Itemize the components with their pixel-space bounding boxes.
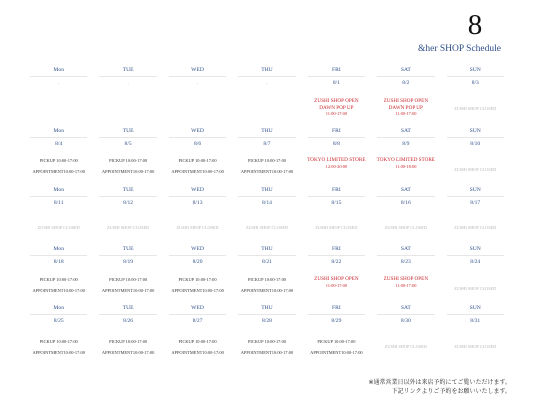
pickup-appointment-hours	[24, 276, 93, 294]
divider	[30, 137, 87, 138]
day-name: Mon	[53, 305, 64, 311]
divider	[169, 196, 226, 197]
divider	[447, 196, 504, 197]
shop-closed-label: ZUSHI SHOP CLOSED	[454, 167, 497, 172]
separator-dot: ·	[196, 282, 199, 287]
event-subtitle: DAWN POP UP	[388, 104, 423, 111]
day-date: 8/31	[470, 318, 481, 324]
day-header-cell	[441, 186, 510, 212]
pickup-hours: PICKUP 10:00-17:00	[39, 277, 78, 282]
day-name: TUE	[122, 187, 134, 193]
divider	[308, 76, 365, 77]
divider	[99, 196, 156, 197]
day-header-cell	[371, 66, 440, 92]
day-name: FRI	[332, 67, 341, 73]
pickup-appointment-hours	[93, 157, 162, 175]
pickup-hours: PICKUP 10:00-17:00	[109, 277, 148, 282]
day-name: THU	[261, 67, 273, 73]
day-name: FRI	[332, 128, 341, 134]
day-date: 8/27	[192, 318, 203, 324]
day-date: 8/3	[471, 80, 479, 86]
pickup-appointment-hours	[24, 338, 93, 356]
separator-dot: ·	[196, 163, 199, 168]
day-date: 8/4	[55, 141, 63, 147]
day-date: 8/8	[332, 141, 340, 147]
pickup-appointment-hours	[163, 157, 232, 175]
day-date: 8/15	[331, 200, 342, 206]
divider	[169, 314, 226, 315]
divider	[377, 137, 434, 138]
divider	[30, 76, 87, 77]
day-header-cell	[371, 304, 440, 330]
appointment-hours: APPOINTMENT10:00-17:00	[240, 350, 294, 355]
day-date: 8/13	[192, 200, 203, 206]
divider	[99, 314, 156, 315]
event-title: ZUSHI SHOP OPEN	[383, 98, 429, 104]
day-name: FRI	[332, 246, 341, 252]
week-header-row	[24, 186, 510, 212]
pickup-appointment-hours	[232, 338, 301, 356]
day-header-cell	[163, 127, 232, 153]
event-cell	[441, 338, 510, 374]
day-name: WED	[191, 128, 204, 134]
day-header-cell	[232, 304, 301, 330]
pickup-appointment-hours	[93, 276, 162, 294]
pickup-hours: PICKUP 10:00-17:00	[109, 158, 148, 163]
appointment-hours: APPOINTMENT10:00-17:00	[32, 169, 85, 174]
shop-closed-label: ZUSHI SHOP CLOSED	[454, 106, 497, 111]
day-name: TUE	[122, 67, 134, 73]
shop-closed-label: ZUSHI SHOP CLOSED	[454, 225, 497, 230]
shop-closed-label: ZUSHI SHOP CLOSED	[454, 344, 497, 349]
separator-dot: ·	[335, 344, 338, 349]
empty-date-marker: ·	[127, 82, 129, 87]
divider	[99, 137, 156, 138]
day-date: 8/22	[331, 259, 342, 265]
pickup-appointment-hours	[302, 338, 371, 356]
day-name: SUN	[469, 128, 481, 134]
shop-closed-label: ZUSHI SHOP CLOSED	[176, 225, 219, 230]
event-title: TOKYO LIMITED STORE	[376, 157, 435, 163]
day-date: 8/26	[123, 318, 134, 324]
day-date: 8/19	[123, 259, 134, 265]
event-title: ZUSHI SHOP OPEN	[314, 276, 359, 282]
divider	[30, 196, 87, 197]
empty-date-marker: ·	[57, 82, 60, 87]
pickup-hours: PICKUP 10:00-17:00	[247, 339, 286, 344]
day-header-cell	[93, 186, 162, 212]
note-line-1: ※通常営業日以外は来店予約にてご覧いただけます。	[368, 379, 511, 386]
day-name: THU	[261, 128, 273, 134]
shop-closed-label: ZUSHI SHOP CLOSED	[315, 225, 358, 230]
day-header-cell	[371, 245, 440, 271]
day-header-cell	[441, 304, 510, 330]
special-event	[302, 98, 371, 118]
day-header-cell	[302, 304, 371, 330]
event-cell	[93, 338, 162, 374]
day-date: 8/30	[400, 318, 411, 324]
appointment-hours: APPOINTMENT10:00-17:00	[101, 350, 155, 355]
event-hours: 12:00-20:00	[325, 163, 348, 169]
day-name: SAT	[400, 128, 411, 134]
pickup-appointment-hours	[24, 157, 93, 175]
appointment-hours: APPOINTMENT10:00-17:00	[101, 288, 155, 293]
appointment-hours: APPOINTMENT10:00-17:00	[171, 288, 224, 293]
day-date: 8/5	[124, 141, 132, 147]
event-hours: 11:00-17:00	[395, 111, 417, 117]
special-event	[302, 157, 371, 170]
day-header-cell	[441, 127, 510, 153]
shop-closed-label: ZUSHI SHOP CLOSED	[107, 225, 150, 230]
reservation-note	[368, 378, 511, 396]
event-hours: 11:00-17:00	[325, 282, 348, 288]
special-event	[371, 157, 440, 170]
day-name: SAT	[400, 67, 411, 73]
day-header-cell	[302, 186, 371, 212]
day-name: SUN	[469, 67, 481, 73]
divider	[169, 137, 226, 138]
divider	[447, 137, 504, 138]
pickup-appointment-hours	[93, 338, 162, 356]
separator-dot: ·	[266, 163, 268, 168]
divider	[30, 255, 87, 256]
month-number: 8	[467, 9, 483, 41]
day-header-cell	[302, 245, 371, 271]
special-event	[302, 276, 371, 289]
day-name: WED	[191, 305, 204, 311]
event-cell	[302, 338, 371, 374]
day-name: Mon	[53, 246, 64, 252]
separator-dot: ·	[127, 282, 129, 287]
divider	[308, 196, 365, 197]
day-header-cell	[93, 304, 162, 330]
day-date: 8/28	[262, 318, 272, 324]
shop-closed-label: ZUSHI SHOP CLOSED	[384, 225, 427, 230]
divider	[99, 255, 156, 256]
day-header-cell	[24, 304, 93, 330]
pickup-hours: PICKUP 10:00-17:00	[178, 158, 217, 163]
divider	[447, 314, 504, 315]
day-header-cell	[24, 245, 93, 271]
pickup-hours: PICKUP 10:00-17:00	[247, 277, 286, 282]
event-hours: 11:00-17:00	[325, 111, 348, 117]
day-name: FRI	[332, 187, 341, 193]
appointment-hours: APPOINTMENT10:00-17:00	[171, 169, 224, 174]
day-header-cell	[24, 66, 93, 92]
day-name: FRI	[332, 305, 341, 311]
day-header-cell	[163, 304, 232, 330]
divider	[377, 314, 434, 315]
event-cell	[163, 338, 232, 374]
day-name: SAT	[400, 187, 411, 193]
day-header-cell	[93, 245, 162, 271]
week-header-row	[24, 66, 510, 92]
day-name: Mon	[53, 187, 64, 193]
shop-closed-label: ZUSHI SHOP CLOSED	[37, 225, 80, 230]
day-date: 8/12	[123, 200, 134, 206]
event-title: ZUSHI SHOP OPEN	[383, 276, 429, 282]
separator-dot: ·	[58, 282, 60, 287]
day-header-cell	[163, 186, 232, 212]
shop-closed-label: ZUSHI SHOP CLOSED	[454, 286, 497, 291]
day-header-cell	[232, 186, 301, 212]
separator-dot: ·	[58, 344, 60, 349]
day-header-cell	[93, 127, 162, 153]
pickup-hours: PICKUP 10:00-17:00	[178, 339, 217, 344]
divider	[447, 76, 504, 77]
pickup-hours: PICKUP 10:00-17:00	[247, 158, 286, 163]
day-date: 8/23	[400, 259, 411, 265]
day-name: SUN	[469, 187, 481, 193]
day-date: 8/24	[470, 259, 481, 265]
divider	[377, 255, 434, 256]
day-date: 8/29	[331, 318, 342, 324]
day-name: SUN	[469, 246, 481, 252]
pickup-hours: PICKUP 10:00-17:00	[317, 339, 356, 344]
day-header-cell	[232, 127, 301, 153]
pickup-appointment-hours	[232, 157, 301, 175]
divider	[377, 76, 434, 77]
day-date: 8/1	[332, 80, 340, 86]
day-header-cell	[302, 66, 371, 92]
day-date: 8/7	[263, 141, 271, 147]
special-event	[371, 98, 440, 118]
day-header-cell	[24, 127, 93, 153]
day-header-cell	[232, 66, 301, 92]
divider	[99, 76, 156, 77]
day-name: THU	[261, 246, 273, 252]
day-name: SAT	[400, 305, 411, 311]
day-header-cell	[302, 127, 371, 153]
day-name: SAT	[400, 246, 411, 252]
day-name: Mon	[53, 67, 64, 73]
day-name: TUE	[122, 246, 134, 252]
pickup-hours: PICKUP 10:00-17:00	[109, 339, 148, 344]
divider	[238, 255, 295, 256]
separator-dot: ·	[266, 282, 268, 287]
empty-date-marker: ·	[266, 82, 268, 87]
day-header-cell	[93, 66, 162, 92]
day-header-cell	[163, 245, 232, 271]
event-cell	[371, 338, 440, 374]
event-hours: 11:00-17:00	[395, 282, 417, 288]
appointment-hours: APPOINTMENT10:00-17:00	[171, 350, 224, 355]
day-header-cell	[371, 186, 440, 212]
appointment-hours: APPOINTMENT10:00-17:00	[240, 169, 294, 174]
divider	[377, 196, 434, 197]
separator-dot: ·	[266, 344, 268, 349]
day-header-cell	[441, 66, 510, 92]
special-event	[371, 276, 440, 289]
day-header-cell	[441, 245, 510, 271]
day-date: 8/14	[262, 200, 272, 206]
day-date: 8/25	[53, 318, 64, 324]
divider	[308, 137, 365, 138]
pickup-hours: PICKUP 10:00-17:00	[39, 339, 78, 344]
divider	[308, 255, 365, 256]
shop-closed-label: ZUSHI SHOP CLOSED	[384, 344, 427, 349]
day-date: 8/21	[262, 259, 272, 265]
day-header-cell	[371, 127, 440, 153]
day-date: 8/10	[470, 141, 481, 147]
day-name: SUN	[469, 305, 481, 311]
empty-date-marker: ·	[196, 82, 199, 87]
day-date: 8/9	[402, 141, 410, 147]
divider	[169, 76, 226, 77]
divider	[169, 255, 226, 256]
day-date: 8/20	[192, 259, 203, 265]
divider	[308, 314, 365, 315]
divider	[30, 314, 87, 315]
appointment-hours: APPOINTMENT10:00-17:00	[101, 169, 155, 174]
day-name: WED	[191, 187, 204, 193]
pickup-hours: PICKUP 10:00-17:00	[178, 277, 217, 282]
pickup-appointment-hours	[163, 276, 232, 294]
divider	[238, 76, 295, 77]
pickup-hours: PICKUP 10:00-17:00	[39, 158, 78, 163]
day-name: WED	[191, 246, 204, 252]
appointment-hours: APPOINTMENT10:00-17:00	[240, 288, 294, 293]
appointment-hours: APPOINTMENT10:00-17:00	[32, 350, 85, 355]
separator-dot: ·	[58, 163, 60, 168]
event-cell	[24, 338, 93, 374]
week-events-row	[24, 338, 510, 374]
day-name: TUE	[122, 305, 134, 311]
appointment-hours: APPOINTMENT10:00-17:00	[310, 350, 363, 355]
separator-dot: ·	[196, 344, 199, 349]
day-date: 8/2	[402, 80, 410, 86]
schedule-title: &her SHOP Schedule	[417, 44, 501, 54]
day-date: 8/6	[193, 141, 202, 147]
divider	[238, 314, 295, 315]
day-date: 8/11	[53, 200, 64, 206]
day-header-cell	[163, 66, 232, 92]
divider	[447, 255, 504, 256]
separator-dot: ·	[127, 163, 129, 168]
event-title: ZUSHI SHOP OPEN	[314, 98, 359, 104]
day-date: 8/18	[53, 259, 64, 265]
day-header-cell	[232, 245, 301, 271]
event-subtitle: DAWN POP UP	[319, 104, 354, 111]
day-name: Mon	[53, 128, 64, 134]
event-cell	[232, 338, 301, 374]
day-date: 8/16	[400, 200, 411, 206]
shop-closed-label: ZUSHI SHOP CLOSED	[245, 225, 289, 230]
divider	[238, 196, 295, 197]
event-title: TOKYO LIMITED STORE	[307, 157, 366, 163]
day-date: 8/17	[470, 200, 481, 206]
pickup-appointment-hours	[232, 276, 301, 294]
pickup-appointment-hours	[163, 338, 232, 356]
appointment-hours: APPOINTMENT10:00-17:00	[32, 288, 85, 293]
day-name: TUE	[122, 128, 134, 134]
separator-dot: ·	[127, 344, 129, 349]
note-line-2: 下記リンクよりご予約をお願いいたします。	[391, 388, 511, 395]
day-header-cell	[24, 186, 93, 212]
week-header-row	[24, 304, 510, 330]
week-header-row	[24, 127, 510, 153]
divider	[238, 137, 295, 138]
week-header-row	[24, 245, 510, 271]
event-hours: 11:00-18:00	[395, 163, 417, 169]
day-name: THU	[261, 305, 273, 311]
day-name: THU	[261, 187, 273, 193]
day-name: WED	[191, 67, 204, 73]
